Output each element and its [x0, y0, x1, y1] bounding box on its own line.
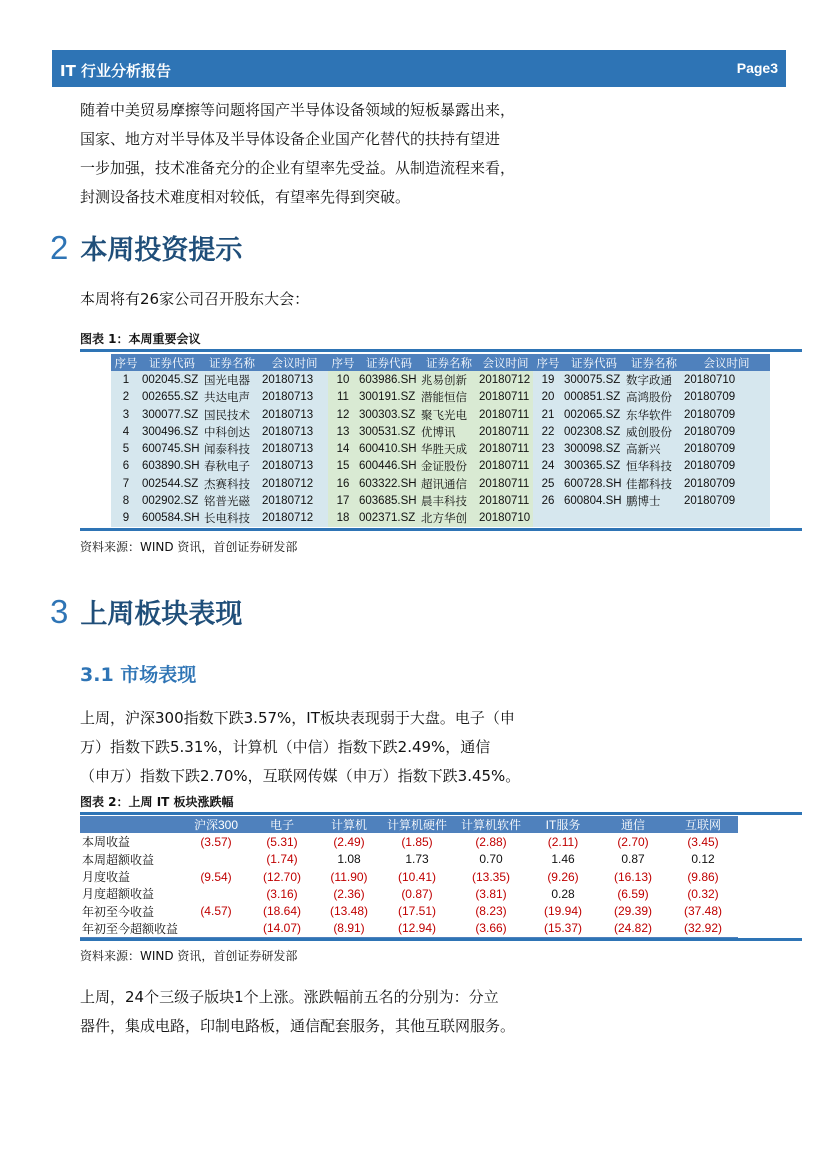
- page-number: Page3: [736, 60, 778, 76]
- table-cell: (13.35): [471, 869, 511, 884]
- table-cell: 600745.SH: [141, 440, 203, 457]
- table-cell: 4: [111, 423, 141, 440]
- table1-bottom-rule: [80, 528, 802, 531]
- table-cell: 26: [533, 492, 563, 509]
- table-cell: [563, 510, 625, 527]
- table-header-cell: 证券名称: [420, 354, 478, 371]
- table2-caption: 图表 2：上周 IT 板块涨跌幅: [80, 795, 234, 809]
- row-label: 年初至今超额收益: [80, 920, 186, 938]
- table-cell: 2: [111, 389, 141, 406]
- table-cell: 恒华科技: [625, 458, 683, 475]
- sector-returns-table: [80, 816, 738, 939]
- row-label: 本周收益: [82, 835, 131, 850]
- table-cell: 15: [328, 458, 358, 475]
- table-cell: (9.86): [687, 869, 719, 884]
- table-cell: (9.54): [200, 869, 232, 884]
- table-cell: 300531.SZ: [358, 423, 420, 440]
- table-cell: 23: [533, 440, 563, 457]
- table-cell: [186, 920, 246, 938]
- table-header-cell: 序号: [328, 354, 358, 371]
- table-cell: 闻泰科技: [203, 440, 261, 457]
- market-paragraph: [80, 704, 520, 791]
- table-cell: (4.57): [200, 904, 232, 919]
- paragraph-line: 一步加强，技术准备充分的企业有望率先受益。从制造流程来看，: [80, 159, 516, 177]
- table-cell: 600446.SH: [358, 458, 420, 475]
- table-cell: 5: [111, 440, 141, 457]
- section-heading-3: [50, 592, 242, 631]
- table-cell: (2.70): [617, 834, 649, 849]
- table-cell: 600728.SH: [563, 475, 625, 492]
- table-cell: 21: [533, 406, 563, 423]
- table-row: [111, 371, 770, 388]
- table-cell: 高新兴: [625, 440, 683, 457]
- table-cell: 603322.SH: [358, 475, 420, 492]
- table2-bottom-rule: [80, 938, 802, 941]
- section-title: 上周板块表现: [80, 599, 243, 630]
- section-number: 2: [50, 229, 69, 266]
- table-cell: (3.66): [454, 920, 528, 938]
- section2-text: [80, 285, 309, 314]
- table-cell: (11.90): [330, 869, 368, 884]
- table-cell: (17.51): [397, 904, 437, 919]
- table-header-cell: 证券名称: [203, 354, 261, 371]
- table-header-row: [111, 354, 770, 371]
- table-cell: (12.94): [380, 920, 454, 938]
- table-cell: 20180713: [261, 389, 328, 406]
- paragraph-line: 上周，沪深300指数下跌3.57%，IT板块表现弱于大盘。电子（申: [80, 709, 515, 727]
- table-cell: 聚飞光电: [420, 406, 478, 423]
- table-cell: 优博讯: [420, 423, 478, 440]
- table-header-cell: 证券名称: [625, 354, 683, 371]
- table-cell: 长电科技: [203, 510, 261, 527]
- table-cell: 高鸿股份: [625, 389, 683, 406]
- table-cell: (6.59): [617, 886, 649, 901]
- table-cell: 10: [328, 371, 358, 388]
- table-cell: 300075.SZ: [563, 371, 625, 388]
- table-cell: 17: [328, 492, 358, 509]
- table-cell: 20180710: [683, 371, 770, 388]
- table-cell: 20180709: [683, 492, 770, 509]
- table-cell: 603685.SH: [358, 492, 420, 509]
- table-row: [111, 440, 770, 457]
- table-cell: 20180713: [261, 371, 328, 388]
- table-cell: (8.91): [318, 920, 380, 938]
- table-cell: 0.12: [691, 852, 715, 867]
- table-cell: 1: [111, 371, 141, 388]
- table-cell: (1.74): [266, 852, 298, 867]
- table-header-cell: 通信: [598, 816, 668, 833]
- table-cell: 300496.SZ: [141, 423, 203, 440]
- table-cell: 002655.SZ: [141, 389, 203, 406]
- table-cell: (3.45): [687, 834, 719, 849]
- table-row: [111, 510, 770, 527]
- report-title: IT 行业分析报告: [60, 62, 172, 80]
- table-header-cell: 沪深300: [186, 816, 246, 833]
- table-header-cell: 序号: [111, 354, 141, 371]
- table-cell: 002371.SZ: [358, 510, 420, 527]
- table-cell: 20180711: [478, 423, 533, 440]
- table-cell: 杰赛科技: [203, 475, 261, 492]
- table-cell: (9.26): [547, 869, 579, 884]
- table2-top-rule: [80, 812, 802, 815]
- table-row: [80, 885, 738, 902]
- table-row: [80, 851, 738, 868]
- paragraph-line: 上周，24个三级子版块1个上涨。涨跌幅前五名的分别为：分立: [80, 988, 499, 1006]
- table-cell: (2.36): [333, 886, 365, 901]
- table-cell: [186, 851, 246, 868]
- table-cell: 晨丰科技: [420, 492, 478, 509]
- table-cell: 20180711: [478, 492, 533, 509]
- table-cell: 潜能恒信: [420, 389, 478, 406]
- table-cell: 8: [111, 492, 141, 509]
- table-cell: 25: [533, 475, 563, 492]
- table-header-cell: 会议时间: [683, 354, 770, 371]
- table-cell: (10.41): [397, 869, 437, 884]
- table-cell: 9: [111, 510, 141, 527]
- table-cell: (3.81): [475, 886, 507, 901]
- table-header-cell: IT服务: [528, 816, 598, 833]
- table-row: [80, 902, 738, 919]
- table-cell: (0.87): [401, 886, 433, 901]
- table1-caption: 图表 1：本周重要会议: [80, 332, 201, 346]
- table-cell: 18: [328, 510, 358, 527]
- paragraph-line: 器件，集成电路，印制电路板，通信配套服务，其他互联网服务。: [80, 1017, 516, 1035]
- table-cell: 0.28: [551, 886, 575, 901]
- table-header-cell: 电子: [246, 816, 318, 833]
- table-cell: 威创股份: [625, 423, 683, 440]
- table-cell: (29.39): [613, 904, 653, 919]
- table2-source: 资料来源：WIND 资讯，首创证券研发部: [80, 949, 298, 963]
- table-cell: 20180710: [478, 510, 533, 527]
- table-cell: 20180713: [261, 406, 328, 423]
- paragraph-line: 封测设备技术难度相对较低，有望率先得到突破。: [80, 188, 411, 206]
- table-row: [111, 406, 770, 423]
- table-header-cell: 证券代码: [141, 354, 203, 371]
- table-cell: 20180709: [683, 423, 770, 440]
- table-cell: 兆易创新: [420, 371, 478, 388]
- table-cell: 佳都科技: [625, 475, 683, 492]
- table-cell: 002065.SZ: [563, 406, 625, 423]
- table-cell: 0.87: [621, 852, 645, 867]
- table-cell: (8.23): [475, 904, 507, 919]
- table-row: [80, 833, 738, 850]
- table-header-cell: 计算机硬件: [380, 816, 454, 833]
- table-cell: 300077.SZ: [141, 406, 203, 423]
- table-cell: [533, 510, 563, 527]
- table-cell: 300303.SZ: [358, 406, 420, 423]
- table-header-cell: 序号: [533, 354, 563, 371]
- closing-paragraph: [80, 983, 515, 1041]
- table-header-cell: 互联网: [668, 816, 738, 833]
- table-cell: (2.11): [547, 834, 579, 849]
- table-header-cell: 计算机软件: [454, 816, 528, 833]
- table-cell: 20180713: [261, 440, 328, 457]
- table-cell: [625, 510, 683, 527]
- table-cell: (0.32): [687, 886, 719, 901]
- paragraph-line: 国家、地方对半导体及半导体设备企业国产化替代的扶持有望进: [80, 130, 501, 148]
- table-cell: 300191.SZ: [358, 389, 420, 406]
- table-header-cell: 会议时间: [478, 354, 533, 371]
- table-cell: (12.70): [262, 869, 302, 884]
- table-cell: (37.48): [683, 904, 723, 919]
- table1-top-rule: [80, 349, 802, 352]
- table-cell: 东华软件: [625, 406, 683, 423]
- table-cell: 20180713: [261, 458, 328, 475]
- table-cell: [683, 510, 770, 527]
- table-cell: 11: [328, 389, 358, 406]
- table-cell: 002045.SZ: [141, 371, 203, 388]
- paragraph-line: （申万）指数下跌2.70%，互联网传媒（申万）指数下跌3.45%。: [80, 767, 521, 785]
- table-row: [80, 920, 738, 938]
- table-cell: 14: [328, 440, 358, 457]
- table-row: [111, 458, 770, 475]
- table-cell: 共达电声: [203, 389, 261, 406]
- table-cell: (2.49): [333, 834, 365, 849]
- subsection-heading: 3.1 市场表现: [80, 664, 197, 686]
- table-row: [80, 868, 738, 885]
- table-cell: 20180709: [683, 440, 770, 457]
- table-cell: 北方华创: [420, 510, 478, 527]
- table-cell: 20180712: [478, 371, 533, 388]
- table-cell: 600804.SH: [563, 492, 625, 509]
- table-cell: (5.31): [266, 834, 298, 849]
- table-cell: 0.70: [479, 852, 503, 867]
- paragraph-line: 随着中美贸易摩擦等问题将国产半导体设备领域的短板暴露出来，: [80, 101, 516, 119]
- section-title: 本周投资提示: [80, 235, 243, 266]
- table-header-cell: 证券代码: [358, 354, 420, 371]
- table-header-cell: [80, 816, 186, 833]
- table-cell: 数字政通: [625, 371, 683, 388]
- table-cell: (3.57): [200, 834, 232, 849]
- table-cell: 金证股份: [420, 458, 478, 475]
- table-cell: 000851.SZ: [563, 389, 625, 406]
- table-cell: 20180712: [261, 510, 328, 527]
- table-cell: 300098.SZ: [563, 440, 625, 457]
- table-cell: (3.16): [266, 886, 298, 901]
- table-cell: 国光电器: [203, 371, 261, 388]
- table-cell: 20180711: [478, 458, 533, 475]
- table-cell: 002902.SZ: [141, 492, 203, 509]
- table-cell: 600410.SH: [358, 440, 420, 457]
- table-cell: 20180711: [478, 440, 533, 457]
- table-cell: 春秋电子: [203, 458, 261, 475]
- table-header-cell: 证券代码: [563, 354, 625, 371]
- table-cell: (16.13): [613, 869, 653, 884]
- table-cell: 3: [111, 406, 141, 423]
- table-cell: 20180712: [261, 492, 328, 509]
- table-row: [111, 492, 770, 509]
- table-cell: 1.08: [337, 852, 361, 867]
- table-cell: 002308.SZ: [563, 423, 625, 440]
- table-row: [111, 389, 770, 406]
- table-cell: (18.64): [262, 904, 302, 919]
- intro-paragraph: [80, 96, 515, 212]
- table-cell: 20180711: [478, 406, 533, 423]
- table-cell: 20180709: [683, 475, 770, 492]
- table-cell: 12: [328, 406, 358, 423]
- report-header-bar: [52, 50, 786, 87]
- table-cell: 华胜天成: [420, 440, 478, 457]
- table-row: [111, 423, 770, 440]
- table-cell: 20180712: [261, 475, 328, 492]
- table-cell: 1.73: [405, 852, 429, 867]
- table-cell: (2.88): [475, 834, 507, 849]
- table-cell: (13.48): [329, 904, 369, 919]
- table-cell: (15.37): [528, 920, 598, 938]
- section-number: 3: [50, 593, 69, 630]
- row-label: 月度收益: [82, 870, 131, 885]
- table-cell: (14.07): [246, 920, 318, 938]
- table-cell: (32.92): [668, 920, 738, 938]
- table-cell: 20: [533, 389, 563, 406]
- table-header-cell: 计算机: [318, 816, 380, 833]
- table1-source: 资料来源：WIND 资讯，首创证券研发部: [80, 540, 298, 554]
- table-header-cell: 会议时间: [261, 354, 328, 371]
- table-cell: 002544.SZ: [141, 475, 203, 492]
- meeting-table: [111, 354, 770, 527]
- table-cell: 600584.SH: [141, 510, 203, 527]
- table-cell: (19.94): [543, 904, 583, 919]
- table-cell: 7: [111, 475, 141, 492]
- table-cell: [186, 885, 246, 902]
- table-cell: 6: [111, 458, 141, 475]
- row-label: 本周超额收益: [82, 852, 155, 867]
- table-cell: 20180709: [683, 458, 770, 475]
- table-cell: 国民技术: [203, 406, 261, 423]
- table-header-row: [80, 816, 738, 833]
- table-cell: 超讯通信: [420, 475, 478, 492]
- row-label: 月度超额收益: [82, 887, 155, 902]
- table-cell: 24: [533, 458, 563, 475]
- table-cell: 20180709: [683, 406, 770, 423]
- table-cell: 16: [328, 475, 358, 492]
- table-cell: 20180713: [261, 423, 328, 440]
- paragraph-line: 本周将有26家公司召开股东大会：: [80, 290, 310, 308]
- row-label: 年初至今收益: [82, 904, 155, 919]
- table-cell: 603890.SH: [141, 458, 203, 475]
- paragraph-line: 万）指数下跌5.31%，计算机（中信）指数下跌2.49%，通信: [80, 738, 491, 756]
- table-row: [111, 475, 770, 492]
- table-cell: 20180709: [683, 389, 770, 406]
- table-cell: 19: [533, 371, 563, 388]
- table-cell: 铭普光磁: [203, 492, 261, 509]
- table-cell: 603986.SH: [358, 371, 420, 388]
- table-cell: 22: [533, 423, 563, 440]
- table-cell: 20180711: [478, 475, 533, 492]
- table-cell: (24.82): [598, 920, 668, 938]
- table-cell: 13: [328, 423, 358, 440]
- table-cell: 300365.SZ: [563, 458, 625, 475]
- table-cell: (1.85): [401, 834, 433, 849]
- section-heading-2: [50, 228, 242, 267]
- table-cell: 1.46: [551, 852, 575, 867]
- table-cell: 20180711: [478, 389, 533, 406]
- table-cell: 中科创达: [203, 423, 261, 440]
- table-cell: 鹏博士: [625, 492, 683, 509]
